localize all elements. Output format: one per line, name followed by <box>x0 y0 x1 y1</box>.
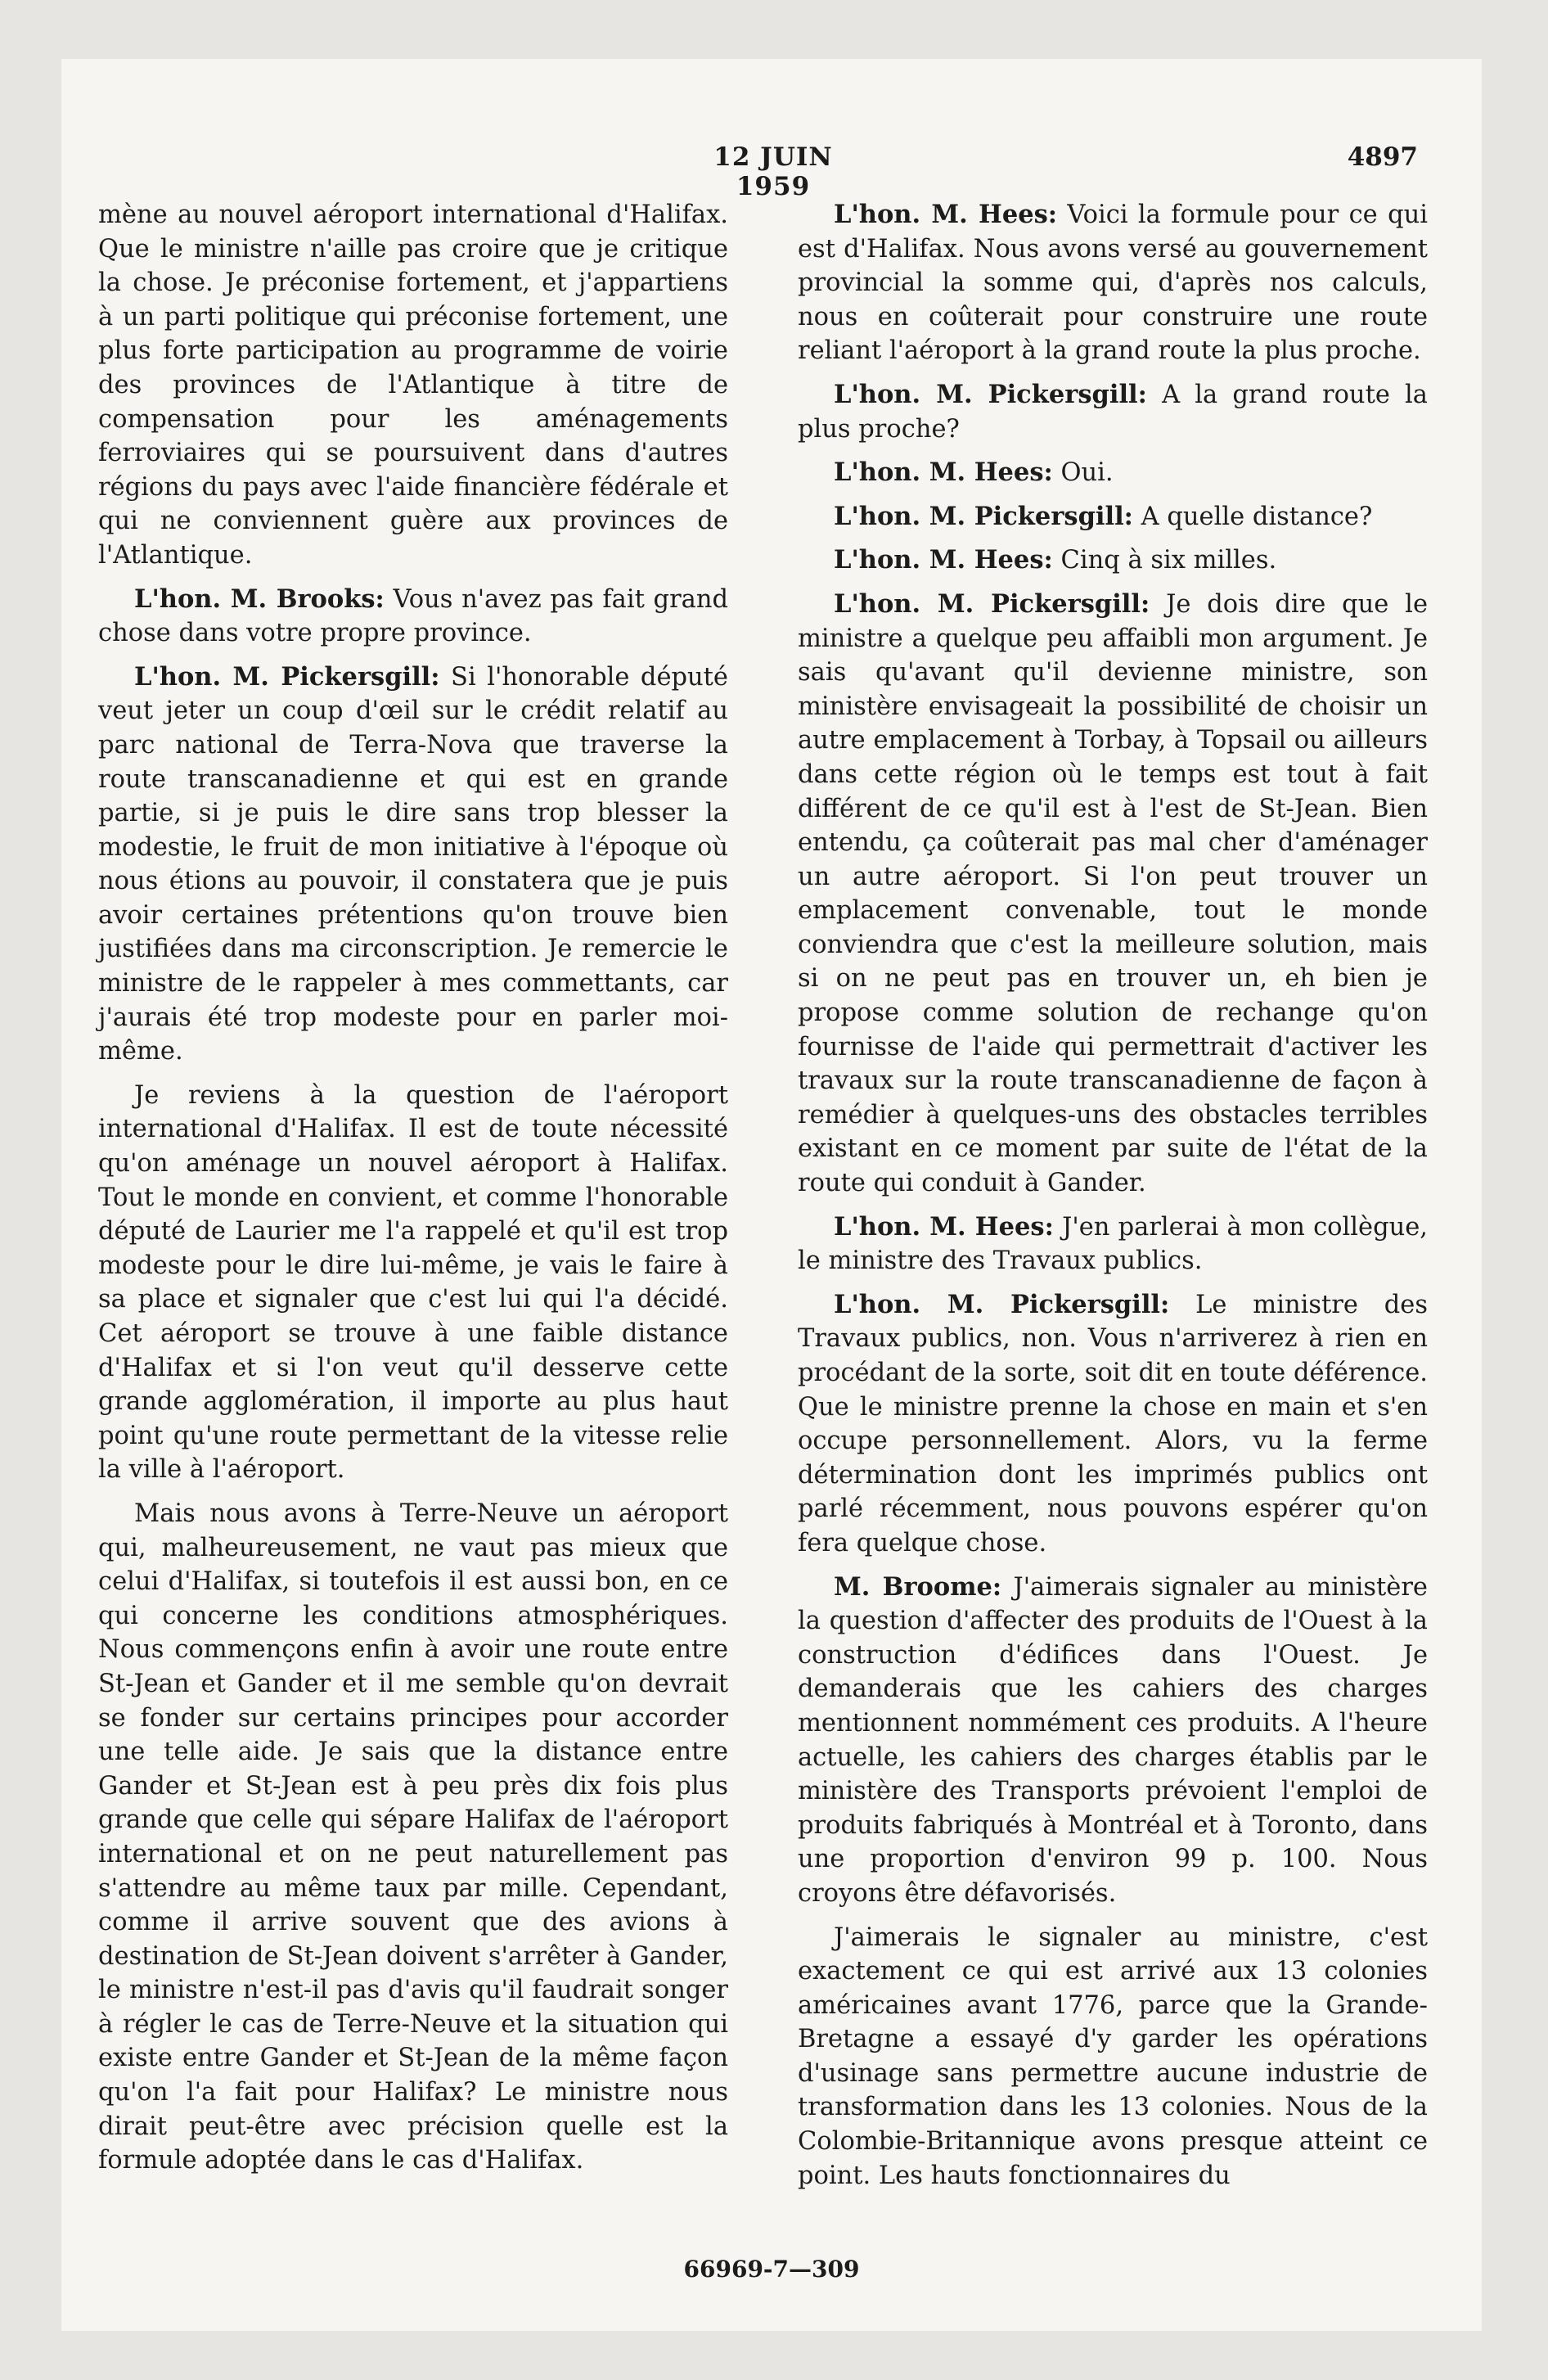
paragraph-text: Vous n'avez pas fait grand chose dans votre propre province. <box>98 584 728 648</box>
paragraph-text: J'aimerais signaler au ministère la question d'affecter des produits de l'Ouest à la construction d'édifices dans l'Ouest. Je demanderais que les cahiers des charges mentionnent nommément ces produits. A l'heure actuelle, les cahiers des charges établis par le ministère des Transports prévoient l'emploi de produits fabriqués à Montréal et à Toronto, dans une proportion d'environ 99 p. 100. Nous croyons être défavorisés. <box>798 1572 1428 1908</box>
paragraph <box>98 583 728 651</box>
paragraph-text: A la grand route la plus proche? <box>798 380 1428 444</box>
paragraph <box>98 1497 728 2178</box>
paragraph-text: Je reviens à la question de l'aéroport international d'Halifax. Il est de toute nécessité qu'on aménage un nouvel aéroport à Halifax. Tout le monde en convient, et comme l'honorable député de Laurier me l'a rappelé et qu'il est trop modeste pour le dire lui-même, je vais le faire à sa place et signaler que c'est lui qui l'a décidé. Cet aéroport se trouve à une faible distance d'Halifax et si l'on veut qu'il desserve cette grande agglomération, il importe au plus haut point qu'une route permettant de la vitesse relie la ville à l'aéroport. <box>98 1080 728 1485</box>
paragraph <box>98 660 728 1069</box>
page-header <box>61 142 1482 201</box>
paragraph <box>798 588 1428 1201</box>
speaker-name: L'hon. M. Brooks: <box>134 584 385 614</box>
paragraph-text: J'en parlerai à mon collègue, le ministre des Travaux publics. <box>798 1212 1428 1276</box>
paragraph <box>798 1921 1428 2193</box>
speaker-name: M. Broome: <box>834 1571 1002 1602</box>
paragraph <box>798 1571 1428 1911</box>
speaker-name: L'hon. M. Hees: <box>834 458 1053 488</box>
paragraph-text: Le ministre des Travaux publics, non. Vous n'arriverez à rien en procédant de la sorte, soit dit en toute déférence. Que le ministre prenne la chose en main et s'en occupe personnellement. Alors, vu la ferme détermination dont les imprimés publics ont parlé récemment, nous pouvons espérer qu'on fera quelque chose. <box>798 1290 1428 1557</box>
speaker-name: L'hon. M. Hees: <box>834 1211 1054 1242</box>
left-column <box>98 198 728 2188</box>
header-date: 12 JUIN 1959 <box>713 142 833 201</box>
paragraph <box>798 1210 1428 1278</box>
paragraph-text: mène au nouvel aéroport international d'Halifax. Que le ministre n'aille pas croire que je critique la chose. Je préconise fortement, et j'appartiens à un parti politique qui préconise fortement, une plus forte participation au programme de voirie des provinces de l'Atlantique à titre de compensation pour les aménagements ferroviaires qui se poursuivent dans d'autres régions du pays avec l'aide financière fédérale et qui ne conviennent guère aux provinces de l'Atlantique. <box>98 201 728 570</box>
right-column <box>798 198 1428 2202</box>
speaker-name: L'hon. M. Pickersgill: <box>834 1289 1170 1319</box>
page-number: 4897 <box>1347 142 1418 172</box>
paragraph <box>98 198 728 573</box>
paragraph-text: Cinq à six milles. <box>1060 546 1277 575</box>
paragraph-text: Si l'honorable député veut jeter un coup d'œil sur le crédit relatif au parc national de Terra-Nova que traverse la route transcanadienne et qui est en grande partie, si je puis le dire sans trop blesser la modestie, le fruit de mon initiative à l'époque où nous étions au pouvoir, il constatera que je puis avoir certaines prétentions qu'on trouve bien justifiées dans ma circonscription. Je remercie le ministre de le rappeler à mes commettants, car j'aurais été trop modeste pour en parler moi-même. <box>98 662 728 1066</box>
paragraph <box>798 500 1428 534</box>
paragraph-text: Mais nous avons à Terre-Neuve un aéroport qui, malheureusement, ne vaut pas mieux que celui d'Halifax, si toutefois il est aussi bon, en ce qui concerne les conditions atmosphériques. Nous commençons enfin à avoir une route entre St-Jean et Gander et il me semble qu'on devrait se fonder sur certains principes pour accorder une telle aide. Je sais que la distance entre Gander et St-Jean est à peu près dix fois plus grande que celle qui sépare Halifax de l'aéroport international et on ne peut naturellement pas s'attendre au même taux par mille. Cependant, comme il arrive souvent que des avions à destination de St-Jean doivent s'arrêter à Gander, le ministre n'est-il pas d'avis qu'il faudrait songer à régler le cas de Terre-Neuve et la situation qui existe entre Gander et St-Jean de la même façon qu'on l'a fait pour Halifax? Le ministre nous dirait peut-être avec précision quelle est la formule adoptée dans le cas d'Halifax. <box>98 1499 728 2175</box>
paragraph <box>798 543 1428 578</box>
paragraph <box>798 456 1428 490</box>
speaker-name: L'hon. M. Hees: <box>834 200 1058 229</box>
paragraph <box>798 198 1428 368</box>
footer-code: 66969-7—309 <box>683 2256 860 2283</box>
paragraph <box>798 378 1428 446</box>
paragraph-text: J'aimerais le signaler au ministre, c'est exactement ce qui est arrivé aux 13 colonies américaines avant 1776, parce que la Grande-Bretagne a essayé d'y garder les opérations d'usinage sans permettre aucune industrie de transformation dans les 13 colonies. Nous de la Colombie-Britannique avons presque atteint ce point. Les hauts fonctionnaires du <box>798 1922 1428 2190</box>
speaker-name: L'hon. M. Hees: <box>834 545 1053 575</box>
paragraph-text: Oui. <box>1060 458 1114 488</box>
paragraph-text: Voici la formule pour ce qui est d'Halifax. Nous avons versé au gouvernement provincial la somme qui, d'après nos calculs, nous en coûterait pour construire une route reliant l'aéroport à la grand route la plus proche. <box>798 201 1428 366</box>
paragraph-text: A quelle distance? <box>1141 502 1373 531</box>
paragraph-text: Je dois dire que le ministre a quelque peu affaibli mon argument. Je sais qu'avant qu'il devienne ministre, son ministère envisageait la possibilité de choisir un autre emplacement à Torbay, à Topsail ou ailleurs dans cette région où le temps est tout à fait différent de ce qu'il est à l'est de St-Jean. Bien entendu, ça coûterait pas mal cher d'aménager un autre aéroport. Si l'on peut trouver un emplacement convenable, tout le monde conviendra que c'est la meilleure solution, mais si on ne peut pas en trouver un, eh bien je propose comme solution de rechange qu'on fournisse de l'aide qui permettrait d'activer les travaux sur la route transcanadienne de façon à remédier à quelques-uns des obstacles terribles existant en ce moment par suite de l'état de la route qui conduit à Gander. <box>798 589 1428 1198</box>
speaker-name: L'hon. M. Pickersgill: <box>834 588 1150 619</box>
speaker-name: L'hon. M. Pickersgill: <box>834 379 1147 409</box>
paragraph <box>98 1079 728 1487</box>
page <box>61 59 1482 2331</box>
paragraph <box>798 1288 1428 1561</box>
speaker-name: L'hon. M. Pickersgill: <box>834 501 1133 531</box>
speaker-name: L'hon. M. Pickersgill: <box>134 661 440 692</box>
